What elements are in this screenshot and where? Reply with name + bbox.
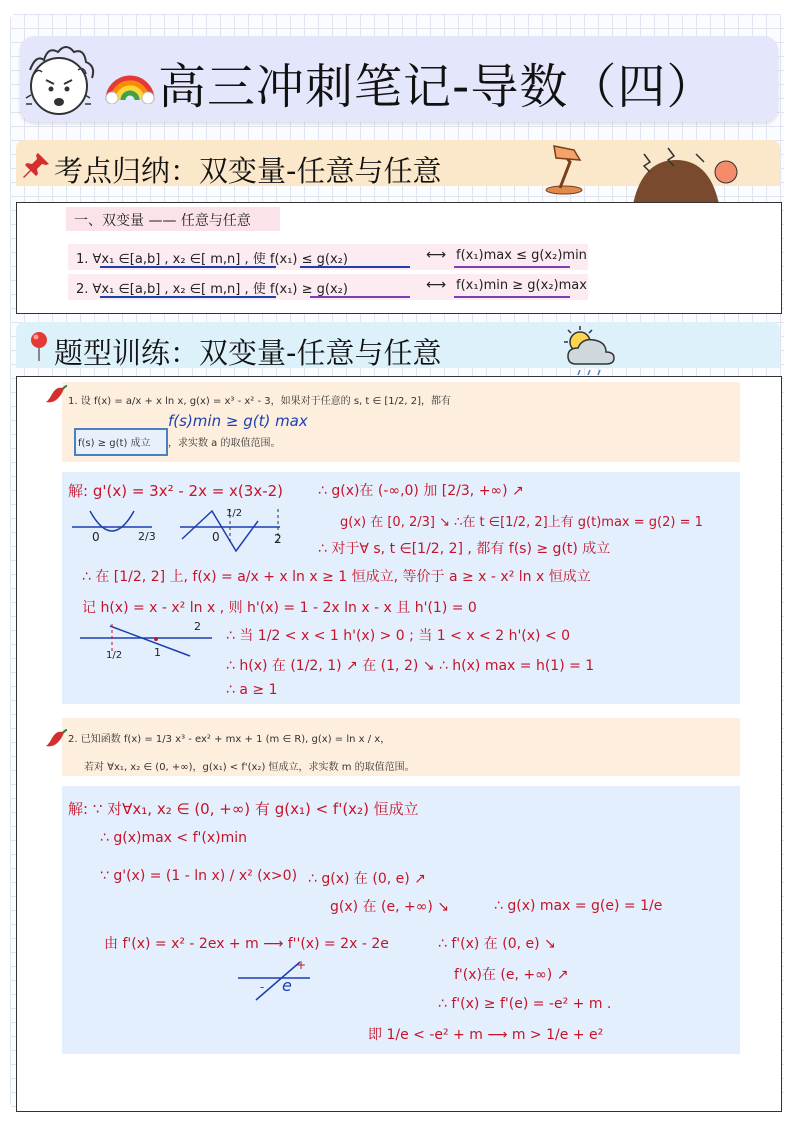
sketch-label-two-thirds: 2/3 (138, 530, 156, 543)
sun-cloud-icon (558, 322, 620, 378)
sol1-line4: ∴ 对于∀ s, t ∈[1/2, 2] , 都有 f(s) ≥ g(t) 成立 (318, 541, 611, 557)
sol1-line8: ∴ h(x) 在 (1/2, 1) ↗ 在 (1, 2) ↘ ∴ h(x) max = h(1) = 1 (226, 658, 595, 674)
rainbow-icon (104, 54, 156, 104)
desk-lamp-icon (540, 140, 596, 196)
page-title: 高三冲刺笔记-导数（四） (158, 59, 716, 115)
sign-label-minus: - (260, 980, 265, 994)
sketch-label-two: 2 (274, 532, 282, 546)
sol2-line7: 由 f'(x) = x² - 2ex + m ⟶ f''(x) = 2x - 2e (104, 936, 389, 952)
sol1-line6: 记 h(x) = x - x² ln x , 则 h'(x) = 1 - 2x ln x - x 且 h'(1) = 0 (82, 600, 477, 616)
note-heading: 一、双变量 —— 任意与任意 (74, 213, 251, 229)
sol2-line2: ∴ g(x)max < f'(x)min (100, 830, 247, 846)
sol1-line7: ∴ 当 1/2 < x < 1 h'(x) > 0 ; 当 1 < x < 2 h'(x) < 0 (226, 628, 571, 644)
note-underlines (70, 264, 600, 304)
section-title-practice: 题型训练：双变量-任意与任意 (54, 336, 442, 370)
sol2-line4: ∴ g(x) 在 (0, e) ↗ (308, 871, 426, 887)
chili-pepper-icon (44, 728, 68, 748)
sol1-line3: g(x) 在 [0, 2/3] ↘ ∴在 t ∈[1/2, 2]上有 g(t)max = g(2) = 1 (340, 515, 703, 530)
sol1-sketch-graphs (70, 505, 290, 565)
note-line1-right: f(x₁)max ≤ g(x₂)min (456, 248, 587, 263)
sol2-line3: ∵ g'(x) = (1 - ln x) / x² (x>0) (100, 868, 298, 884)
problem1-statement-line1: 1. 设 f(x) = a/x + x ln x, g(x) = x³ - x² - 3，如果对于任意的 s, t ∈ [1/2, 2]，都有 (68, 396, 451, 407)
sol2-line11: 即 1/e < -e² + m ⟶ m > 1/e + e² (368, 1027, 604, 1043)
sign-label-one: 1 (154, 646, 161, 659)
note-line2-arrow: ⟷ (426, 277, 447, 293)
sign-label-half: 1/2 (106, 650, 123, 661)
sol1-line9: ∴ a ≥ 1 (226, 682, 278, 698)
sketch-label-0a: 0 (92, 530, 100, 544)
solution2-band (62, 786, 740, 1054)
problem1-statement-line2: ，求实数 a 的取值范围。 (168, 438, 281, 449)
sketch-label-half: 1/2 (226, 508, 243, 519)
sol2-line10: ∴ f'(x) ≥ f'(e) = -e² + m . (438, 996, 612, 1012)
sign-label-plus: + (296, 958, 307, 972)
cartoon-face-icon (18, 40, 100, 122)
note-line2-right: f(x₁)min ≥ g(x₂)max (456, 278, 587, 293)
note-line1-left: 1. ∀x₁ ∈[a,b] , x₂ ∈[ m,n] , 使 f(x₁) ≤ g(x₂) (76, 252, 348, 267)
sol1-line1: 解: g'(x) = 3x² - 2x = x(3x-2) (68, 482, 284, 500)
section-title-knowledge: 考点归纳：双变量-任意与任意 (54, 154, 442, 188)
sol2-line5: g(x) 在 (e, +∞) ↘ (330, 899, 450, 915)
sol1-line5: ∴ 在 [1/2, 2] 上, f(x) = a/x + x ln x ≥ 1 恒成立, 等价于 a ≥ x - x² ln x 恒成立 (82, 569, 591, 585)
sign-label-two: 2 (194, 620, 201, 633)
sol2-line1: 解: ∵ 对∀x₁, x₂ ∈ (0, +∞) 有 g(x₁) < f'(x₂) 恒成立 (68, 800, 419, 818)
problem1-blue-note: f(s)min ≥ g(t) max (168, 412, 308, 430)
sign-label-e: e (282, 976, 292, 995)
sol1-line2: ∴ g(x)在 (-∞,0) 加 [2/3, +∞) ↗ (318, 483, 524, 499)
chili-pepper-icon (44, 384, 68, 404)
pushpin-icon (22, 150, 52, 180)
sol2-line8: ∴ f'(x) 在 (0, e) ↘ (438, 936, 556, 952)
problem2-statement-line1: 2. 已知函数 f(x) = 1/3 x³ - ex² + mx + 1 (m ∈ R), g(x) = ln x / x， (68, 734, 391, 745)
problem1-condition-text: f(s) ≥ g(t) 成立 (78, 438, 151, 449)
sketch-label-0b: 0 (212, 530, 220, 544)
note-line1-arrow: ⟷ (426, 247, 447, 263)
problem2-statement-line2: 若对 ∀x₁, x₂ ∈ (0, +∞)，g(x₁) < f'(x₂) 恒成立，求实数 m 的取值范围。 (84, 762, 415, 773)
map-pin-icon (26, 330, 52, 362)
sol2-line6: ∴ g(x) max = g(e) = 1/e (494, 898, 663, 914)
sol2-line9: f'(x)在 (e, +∞) ↗ (454, 967, 569, 983)
note-line2-left: 2. ∀x₁ ∈[a,b] , x₂ ∈[ m,n] , 使 f(x₁) ≥ g(x₂) (76, 282, 348, 297)
